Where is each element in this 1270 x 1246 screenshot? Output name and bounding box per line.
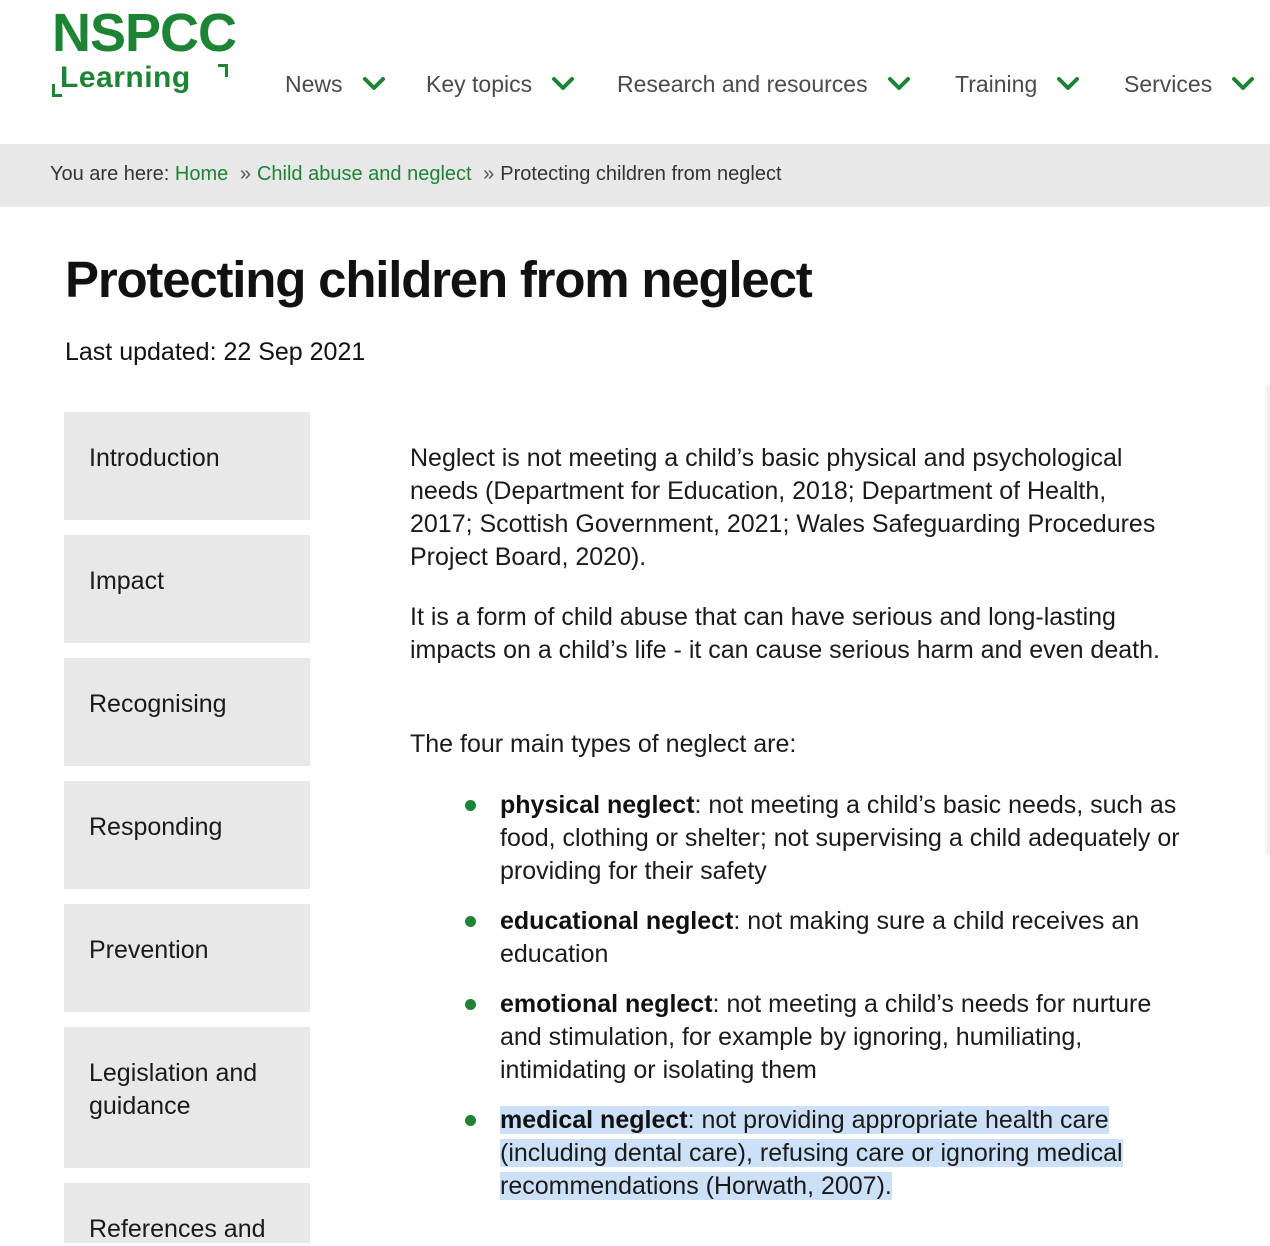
last-updated-date: Last updated: 22 Sep 2021 <box>65 338 366 366</box>
neglect-description: : not providing appropriate health care (including dental care), refusing care or ignoring medical recommendations (Horwath, 2007). <box>500 1106 1123 1200</box>
nav-key-topics-label: Key topics <box>426 70 533 97</box>
nav-training-label: Training <box>955 70 1038 97</box>
section-link-prevention[interactable]: Prevention <box>64 904 310 1012</box>
nav-news[interactable] <box>285 62 385 106</box>
chevron-down-icon <box>363 77 385 91</box>
nav-training[interactable] <box>955 62 1079 106</box>
logo-secondary-text: Learning <box>60 61 191 94</box>
nav-research-label: Research and resources <box>617 70 868 97</box>
list-item-text <box>500 905 1180 971</box>
page-title: Protecting children from neglect <box>65 251 812 308</box>
chevron-down-icon <box>1232 77 1254 91</box>
text-selection <box>500 1106 1123 1200</box>
nspcc-learning-logo[interactable] <box>50 3 237 98</box>
neglect-term: physical neglect <box>500 791 695 819</box>
bullet-dot <box>465 800 476 811</box>
logo-primary-text: NSPCC <box>52 3 237 63</box>
bullet-dot <box>465 916 476 927</box>
bullet-dot <box>465 999 476 1010</box>
section-link-legislation-and-guidance[interactable]: Legislation and guidance <box>64 1027 310 1168</box>
breadcrumb-trail <box>50 163 782 186</box>
nav-research-and-resources[interactable] <box>617 62 910 106</box>
list-item-text <box>500 789 1180 888</box>
breadcrumb-separator: » <box>483 163 495 185</box>
neglect-description: : not making sure a child receives an education <box>500 907 1140 968</box>
site-header <box>0 0 1270 144</box>
neglect-term: medical neglect <box>500 1106 688 1134</box>
nav-services[interactable] <box>1124 62 1254 106</box>
section-link-impact[interactable]: Impact <box>64 535 310 643</box>
breadcrumb-prefix: You are here: <box>50 163 170 185</box>
neglect-term: educational neglect <box>500 907 734 935</box>
types-intro-paragraph: The four main types of neglect are: <box>410 730 797 758</box>
page-scrollbar[interactable] <box>1266 385 1270 855</box>
nav-services-label: Services <box>1124 70 1213 97</box>
chevron-down-icon <box>1057 77 1079 91</box>
breadcrumb-separator: » <box>239 163 251 185</box>
list-item-text <box>500 988 1180 1087</box>
intro-paragraph: Neglect is not meeting a child’s basic physical and psychological needs (Department for Education, 2018; Department of Health, 2017; Scottish Government, 2021; Wales Safeguarding Procedures Project Board, 2020). <box>410 444 1156 571</box>
chevron-down-icon <box>552 77 574 91</box>
section-link-introduction[interactable]: Introduction <box>64 412 310 520</box>
neglect-description: : not meeting a child’s needs for nurture and stimulation, for example by ignoring, humiliating, intimidating or isolating them <box>500 990 1152 1084</box>
breadcrumb <box>0 144 1270 207</box>
nav-key-topics[interactable] <box>426 62 574 106</box>
logo-bracket-right <box>218 64 228 77</box>
impact-paragraph: It is a form of child abuse that can have serious and long-lasting impacts on a child’s life - it can cause serious harm and even death. <box>410 603 1160 664</box>
list-item-text-selected <box>500 1104 1180 1203</box>
section-link-references[interactable]: References and <box>64 1183 310 1243</box>
chevron-down-icon <box>888 77 910 91</box>
neglect-term: emotional neglect <box>500 990 713 1018</box>
bullet-dot <box>465 1115 476 1126</box>
breadcrumb-parent-link[interactable]: Child abuse and neglect <box>256 163 472 185</box>
section-link-responding[interactable]: Responding <box>64 781 310 889</box>
nav-news-label: News <box>285 70 343 97</box>
neglect-description: : not meeting a child’s basic needs, such as food, clothing or shelter; not supervising a child adequately or providing for their safety <box>500 791 1180 885</box>
section-link-recognising[interactable]: Recognising <box>64 658 310 766</box>
breadcrumb-home-link[interactable]: Home <box>174 163 229 185</box>
breadcrumb-current: Protecting children from neglect <box>500 163 782 185</box>
